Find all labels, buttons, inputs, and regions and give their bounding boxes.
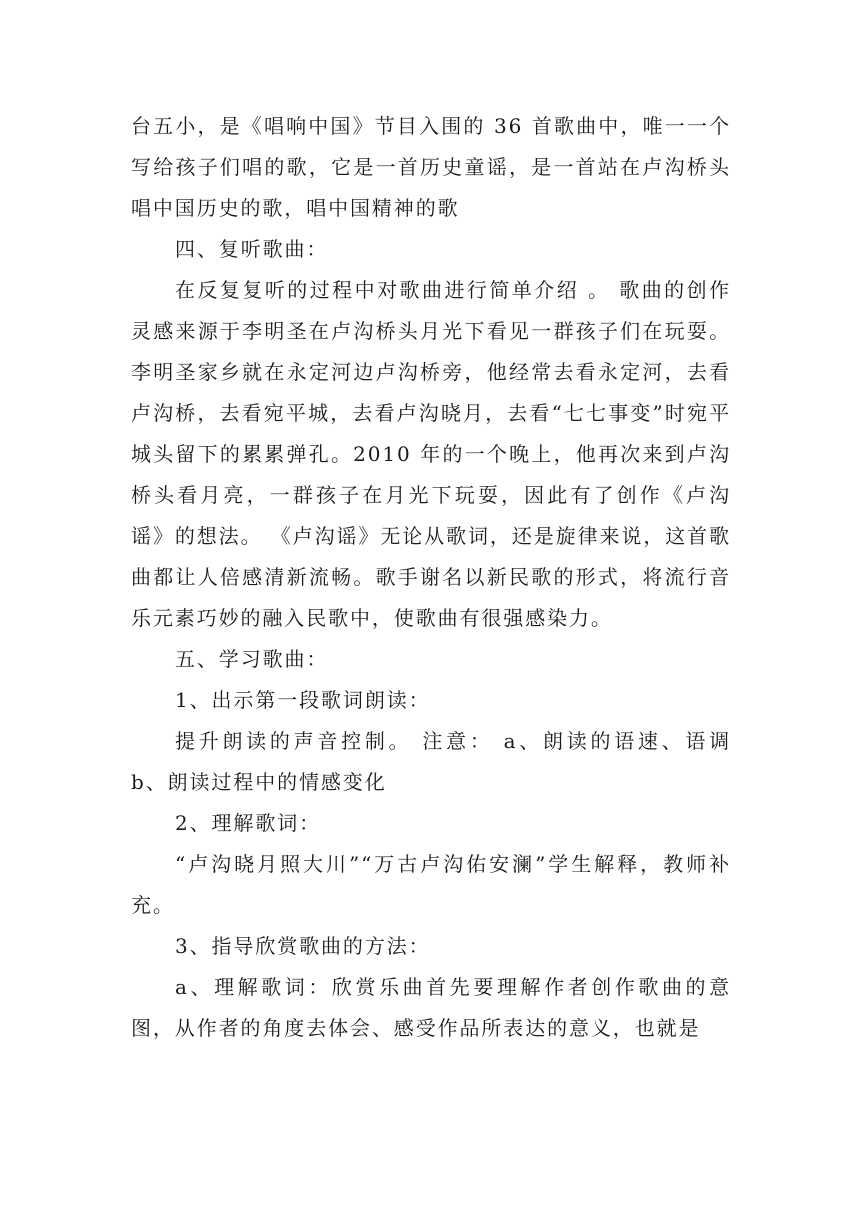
heading-section-five: 五、学习歌曲： — [175, 647, 329, 671]
paragraph-lyrics-explanation: “卢沟晓月照大川”“万古卢沟佑安澜”学生解释，教师补充。 — [131, 852, 731, 917]
list-item-three: 3、指导欣赏歌曲的方法： — [175, 934, 431, 958]
list-item-two: 2、理解歌词： — [175, 811, 322, 835]
paragraph-continuation: 台五小，是《唱响中国》节目入围的 36 首歌曲中，唯一一个写给孩子们唱的歌，它是一首历史童谣，是一首站在卢沟桥头唱中国历史的歌，唱中国精神的歌 — [131, 114, 731, 220]
paragraph-song-introduction: 在反复复听的过程中对歌曲进行简单介绍 。 歌曲的创作灵感来源于李明圣在卢沟桥头月光下看见一群孩子们在玩耍。李明圣家乡就在永定河边卢沟桥旁，他经常去看永定河，去看卢沟桥，去看宛平城，去看卢沟晓月，去看“七七事变”时宛平城头留下的累累弹孔。2010 年的一个晚上，他再次来到卢沟桥头看月亮，一群孩子在月光下玩耍，因此有了创作《卢沟谣》的想法。 《卢沟谣》无论从歌词，还是旋律来说，这首歌曲都让人倍感清新流畅。歌手谢名以新民歌的形式，将流行音乐元素巧妙的融入民歌中，使歌曲有很强感染力。 — [131, 278, 731, 630]
paragraph-reading-notes: 提升朗读的声音控制。 注意： a、朗读的语速、语调 b、朗读过程中的情感变化 — [131, 729, 731, 794]
list-item-one: 1、出示第一段歌词朗读： — [175, 688, 431, 712]
document-body — [131, 106, 731, 1049]
paragraph-appreciation-method: a、理解歌词：欣赏乐曲首先要理解作者创作歌曲的意图，从作者的角度去体会、感受作品所表达的意义，也就是 — [131, 975, 731, 1040]
heading-section-four: 四、复听歌曲： — [175, 237, 329, 261]
